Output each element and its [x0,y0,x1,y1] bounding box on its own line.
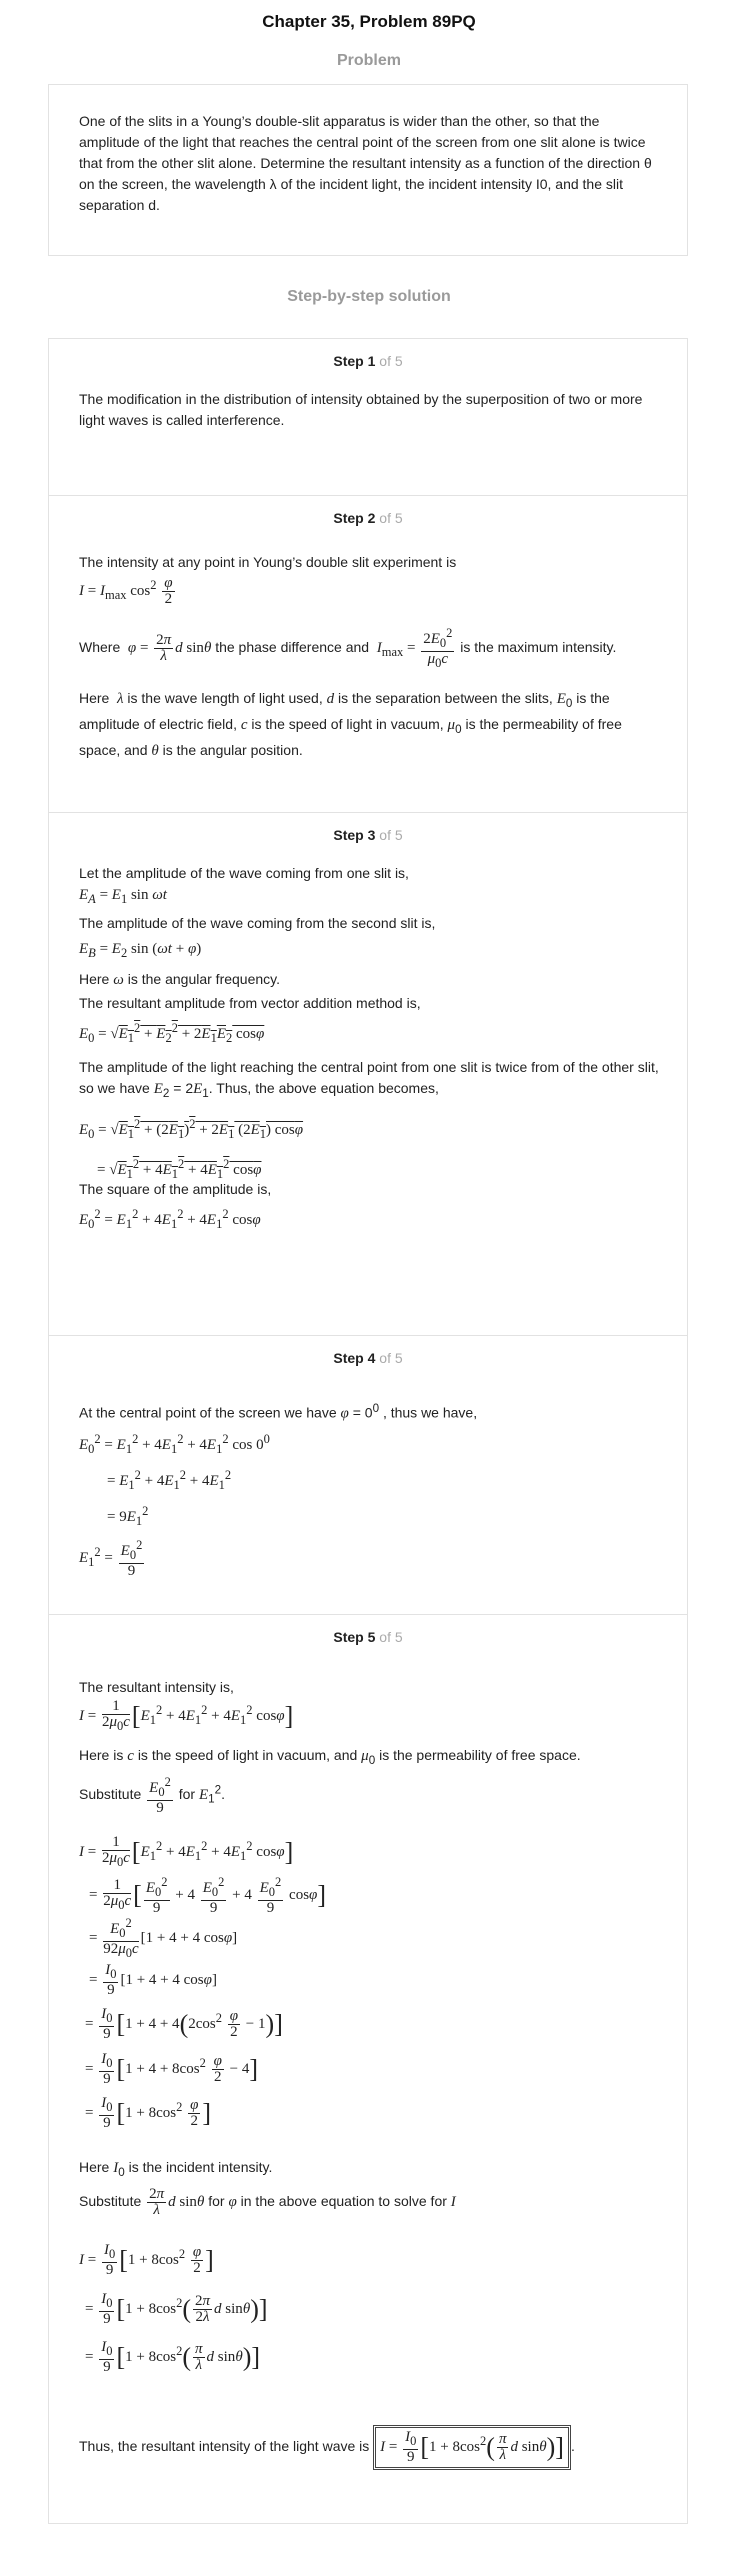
step-5-text-c: Substitute $\frac{E_0^2}{9}$ for $E_1^2$. [79,1775,225,1816]
solution-label: Step-by-step solution [287,288,451,305]
step-2-header: Step 2 of 5 [333,510,403,526]
step-3-text-d: The resultant amplitude from vector addition method is, [79,995,421,1011]
step-3-text-a: Let the amplitude of the wave coming from one slit is, [79,865,409,881]
step-3-header: Step 3 of 5 [333,827,403,843]
substitution-equations: I = $\frac{1}{2\mu_0c}$ [$E_1^2 + 4E_1^2 + 4E_1^2$ cosφ] = $\frac{1}{2\mu_0c}$ [ $\frac{E_0^2}{9}$ + 4 $\frac{E_0^2}{9}$ + 4 $\frac{E_0^2}{9}$ cosφ] = $\frac{E_0^2}{92\mu_0c}$ [1 + 4 + 4 cosφ] = $\frac{I_0}{9}$ [1 + 4 + 4 cosφ] = $\frac{I_0}{9}$ [$1 + 4 + 4(2\cos^2$ $\frac{\varphi}{2}$ − 1)] = $\frac{I_0}{9}$ [$1 + 4 + 8\cos^2$ $\frac{\varphi}{2}$ − 4] = $\frac{I_0}{9}$ [$1 + 8\cos^2$ $\frac{\varphi}{2}$ ] [79,1834,327,2132]
central-point-equations: $E_0^2 = E_1^2 + 4E_1^2 + 4E_1^2$ $\cos 0^0$ = $E_1^2 + 4E_1^2 + 4E_1^2$ = $9E_1^2$ $E_1^2$ = $\frac{E_0^2}{9}$ [79,1432,270,1579]
step-3-text-e: The amplitude of the light reaching the central point from one slit is twice from of the other slit, so we have $E_2 = 2E_1$. Thus, the above equation becomes, [79,1059,659,1100]
problem-box [48,84,688,256]
final-derivation: I = $\frac{I_0}{9}$ [$1 + 8\cos^2$ $\frac{\varphi}{2}$ ] = $\frac{I_0}{9}$ [$1 + 8\cos^2$( $\frac{2\pi}{2\lambda}$ d sinθ)] = $\frac{I_0}{9}$ [$1 + 8\cos^2$( $\frac{\pi}{\lambda}$ d sinθ)] [79,2242,268,2376]
problem-label: Problem [336,52,401,69]
final-answer: Thus, the resultant intensity of the light wave is I = $\frac{I_0}{9}$ [$1 + 8\cos^2$( $\frac{\pi}{\lambda}$ d sinθ)] . [79,2425,669,2470]
intensity-equation: $I = I_{max}$ $\cos^2$ $\frac{\varphi}{2}$ [79,575,173,607]
step-1-text: The modification in the distribution of intensity obtained by the superposition of two or more light waves is called interference. [79,391,643,428]
variables-description: Here λ is the wave length of light used, d is the separation between the slits, $E_0$ is the amplitude of electric field, c is the speed of light in vacuum, $\mu_0$ is the permeability of free space, and θ is the angular position. [79,690,622,759]
step-3-text-f: The square of the amplitude is, [79,1181,272,1197]
wave-a-equation: $E_A = E_1$ sin ωt [79,887,167,906]
step-3-text-c: Here ω is the angular frequency. [79,971,281,988]
wave-b-equation: $E_B = E_2$ sin (ωt + φ) [79,941,202,960]
resultant-intensity-equation: I = $\frac{1}{2\mu_0c}$ [$E_1^2 + 4E_1^2 + 4E_1^2$ cosφ] [79,1698,294,1733]
step-4-header: Step 4 of 5 [333,1350,403,1366]
step-5-text-e: Substitute $\frac{2\pi}{\lambda}$ d sinθ for φ in the above equation to solve for I [79,2186,456,2218]
step-3 [49,813,687,1335]
step-2 [49,496,687,812]
step-4 [49,1336,687,1614]
step-3-text-b: The amplitude of the wave coming from the second slit is, [79,915,436,931]
step-5-text-b: Here is c is the speed of light in vacuum, and $\mu_0$ is the permeability of free space. [79,1747,581,1767]
substituted-amplitude-equation: $E_0 = √E_1^2 + (2E_1)^2 + 2E_1$ $(2E_1)$ cosφ = $√E_1^2 + 4E_1^2 + 4E_1^2$ cosφ [79,1117,304,1181]
step-5-header: Step 5 of 5 [333,1629,403,1645]
solution-box [48,338,688,2524]
page-title: Chapter 35, Problem 89PQ [262,12,476,31]
step-5 [49,1615,687,2523]
final-answer-box: I = $\frac{I_0}{9}$ [$1 + 8\cos^2$( $\frac{\pi}{\lambda}$ d sinθ)] [373,2425,571,2470]
step-5-text-a: The resultant intensity is, [79,1679,234,1695]
phase-line: Where φ = $\frac{2\pi}{\lambda}$ d sinθ the phase difference and $I_{max}$ = $\frac{2E_0^2}{\mu_0c}$ is the maximum intensity. [79,626,617,670]
step-5-text-d: Here $I_0$ is the incident intensity. [79,2159,273,2179]
step-2-intro: The intensity at any point in Young’s double slit experiment is [79,554,457,570]
step-1-header: Step 1 of 5 [333,353,403,369]
problem-text: One of the slits in a Young’s double-slit apparatus is wider than the other, so that the amplitude of the light that reaches the central point of the screen from one slit alone is twice that from the other slit alone. Determine the resultant intensity as a function of the direction θ on the screen, the wavelength λ of the incident light, the incident intensity I0, and the slit separation d. [79,113,652,213]
step-1 [49,339,687,495]
resultant-amplitude-equation: $E_0 = √E_1^2 + E_2^2 + 2E_1E_2$ cosφ [79,1021,265,1045]
step-4-text-a: At the central point of the screen we have $\varphi = 0^0$ , thus we have, [79,1402,478,1422]
amplitude-square-equation: $E_0^2 = E_1^2 + 4E_1^2 + 4E_1^2$ cosφ [79,1207,261,1231]
